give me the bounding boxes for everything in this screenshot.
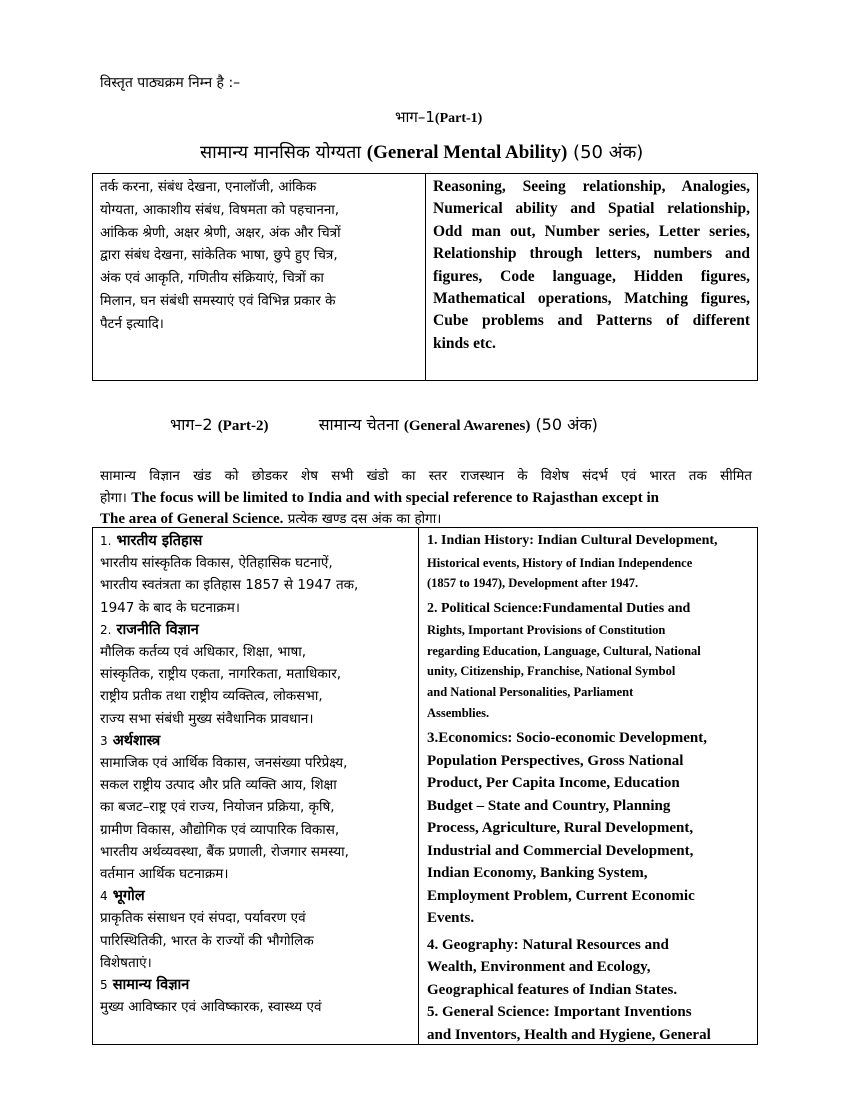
- section-heading-political-science: [100, 619, 410, 641]
- part1-english-line: Mathematical operations, Matching figures,: [433, 290, 750, 308]
- english-line: Rights, Important Provisions of Constitution: [427, 623, 666, 638]
- hindi-line: भारतीय अर्थव्यवस्था, बैंक प्रणाली, रोजगार समस्या,: [100, 843, 349, 860]
- part1-hindi-line: द्वारा संबंध देखना, सांकेतिक भाषा, छुपे हुए चित्र,: [100, 247, 338, 264]
- section-title: भूगोल: [112, 888, 145, 905]
- section-heading-general-science: [100, 974, 410, 996]
- part2-english-cell: [427, 530, 752, 1046]
- part1-heading: [395, 107, 482, 127]
- part1-hindi-line: मिलान, घन संबंधी समस्याएं एवं विभिन्न प्रकार के: [100, 292, 336, 309]
- english-line: Geographical features of Indian States.: [427, 981, 678, 998]
- english-line: 2. Political Science:Fundamental Duties and: [427, 600, 691, 616]
- part1-hindi-line: आंकिक श्रेणी, अक्षर श्रेणी, अक्षर, अंक और चित्रों: [100, 224, 341, 241]
- hindi-line: पारिस्थितिकी, भारत के राज्यों की भौगोलिक: [100, 932, 314, 949]
- part2-heading: [170, 413, 598, 435]
- section-number: 2.: [100, 622, 112, 637]
- scope-en-text: The focus will be limited to India and with special reference to Rajasthan except in: [131, 489, 659, 506]
- hindi-line: ग्रामीण विकास, औद्योगिक एवं व्यापारिक विकास,: [100, 821, 340, 838]
- part2-hindi-cell: [100, 530, 410, 1018]
- section-number: 4: [100, 889, 108, 904]
- part2-title-hi: सामान्य चेतना: [318, 415, 399, 434]
- scope-line: [100, 488, 752, 510]
- part1-english-line: Numerical ability and Spatial relationship,: [433, 200, 750, 218]
- part1-title: [200, 140, 643, 164]
- hindi-line: प्राकृतिक संसाधन एवं संपदा, पर्यावरण एवं: [100, 910, 306, 927]
- hindi-line: राज्य सभा संबंधी मुख्य संवैधानिक प्रावधान।: [100, 710, 314, 727]
- scope-en-text: The area of General Science.: [100, 511, 284, 527]
- english-line: Historical events, History of Indian Independence: [427, 555, 693, 570]
- hindi-line: का बजट–राष्ट्र एवं राज्य, नियोजन प्रक्रिया, कृषि,: [100, 799, 335, 816]
- scope-hi-text: होगा।: [100, 489, 127, 506]
- section-number: 5: [100, 978, 108, 993]
- part1-title-en: (General Mental Ability): [366, 142, 568, 163]
- hindi-line: सकल राष्ट्रीय उत्पाद और प्रति व्यक्ति आय, शिक्षा: [100, 777, 337, 794]
- english-line: 5. General Science: Important Inventions: [427, 1004, 692, 1021]
- part1-table-divider: [425, 173, 426, 381]
- english-line: Events.: [427, 910, 475, 927]
- part2-marks: (50 अंक): [535, 415, 598, 434]
- part1-english-line: Reasoning, Seeing relationship, Analogies,: [433, 178, 750, 195]
- section-title: भारतीय इतिहास: [116, 533, 203, 549]
- part1-english-line: Cube problems and Patterns of different: [433, 312, 750, 330]
- section-heading-geography: [100, 885, 410, 907]
- section-heading-economics: [100, 730, 410, 752]
- hindi-line: सामाजिक एवं आर्थिक विकास, जनसंख्या परिप्रेक्ष्य,: [100, 755, 348, 772]
- english-line: regarding Education, Language, Cultural, National: [427, 643, 701, 658]
- english-line: Wealth, Environment and Ecology,: [427, 959, 651, 976]
- part2-heading-en: (Part-2): [217, 418, 269, 434]
- hindi-line: 1947 के बाद के घटनाक्रम।: [100, 599, 240, 616]
- english-line: (1857 to 1947), Development after 1947.: [427, 576, 639, 591]
- part1-english-cell: [433, 176, 750, 355]
- english-line: Assemblies.: [427, 705, 490, 720]
- section-number: 1.: [100, 534, 112, 548]
- english-line: Population Perspectives, Gross National: [427, 752, 684, 769]
- part1-hindi-line: योग्यता, आकाशीय संबंध, विषमता को पहचानना,: [100, 201, 340, 218]
- part1-hindi-cell: [100, 176, 415, 336]
- part1-heading-hi: भाग–1: [395, 108, 435, 126]
- part1-english-line: kinds etc.: [433, 334, 496, 352]
- part1-heading-en: (Part-1): [434, 111, 483, 126]
- part1-hindi-line: अंक एवं आकृति, गणितीय संक्रियाएं, चित्रों का: [100, 270, 324, 287]
- english-line: Industrial and Commercial Development,: [427, 842, 694, 859]
- part1-hindi-line: तर्क करना, संबंध देखना, एनालॉजी, आंकिक: [100, 179, 317, 195]
- part1-english-line: figures, Code language, Hidden figures,: [433, 267, 750, 285]
- part1-marks: (50 अंक): [573, 142, 644, 163]
- scope-hi-text: प्रत्येक खण्ड दस अंक का होगा।: [287, 511, 442, 527]
- english-line: 4. Geography: Natural Resources and: [427, 936, 669, 953]
- part1-english-line: Relationship through letters, numbers and: [433, 245, 750, 263]
- scope-line: सामान्य विज्ञान खंड को छोडकर शेष सभी खंडो का स्तर राजस्थान के विशेष संदर्भ एवं भारत तक सीमित: [100, 468, 752, 484]
- english-line: 1. Indian History: Indian Cultural Development,: [427, 533, 718, 548]
- english-line: Employment Problem, Current Economic: [427, 887, 695, 904]
- part1-english-line: Odd man out, Number series, Letter series,: [433, 222, 750, 240]
- hindi-line: राष्ट्रीय प्रतीक तथा राष्ट्रीय व्यक्तित्व, लोकसभा,: [100, 688, 323, 705]
- english-line: Budget – State and Country, Planning: [427, 797, 671, 814]
- english-line: and National Personalities, Parliament: [427, 684, 634, 699]
- hindi-line: सांस्कृतिक, राष्ट्रीय एकता, नागरिकता, मताधिकार,: [100, 666, 342, 683]
- section-title: अर्थशास्त्र: [112, 732, 161, 749]
- section-title: राजनीति विज्ञान: [116, 621, 199, 638]
- english-line: and Inventors, Health and Hygiene, General: [427, 1026, 711, 1043]
- english-line: Indian Economy, Banking System,: [427, 865, 648, 882]
- hindi-line: मौलिक कर्तव्य एवं अधिकार, शिक्षा, भाषा,: [100, 644, 307, 661]
- english-line: 3.Economics: Socio-economic Development,: [427, 730, 707, 747]
- section-heading-history: [100, 530, 410, 552]
- hindi-line: विशेषताएं।: [100, 954, 152, 971]
- english-line: unity, Citizenship, Franchise, National Symbol: [427, 664, 676, 679]
- english-line: Product, Per Capita Income, Education: [427, 775, 680, 792]
- section-title: सामान्य विज्ञान: [112, 977, 190, 994]
- part2-heading-hi: भाग–2: [170, 415, 213, 434]
- hindi-line: मुख्य आविष्कार एवं आविष्कारक, स्वास्थ्य एवं: [100, 999, 322, 1016]
- hindi-line: भारतीय सांस्कृतिक विकास, ऐतिहासिक घटनाऐं,: [100, 555, 333, 572]
- intro-text: विस्तृत पाठ्यक्रम निम्न है :–: [100, 75, 241, 91]
- part2-scope-paragraph: [100, 466, 752, 531]
- part1-hindi-line: पैटर्न इत्यादि।: [100, 315, 164, 332]
- part1-title-hi: सामान्य मानसिक योग्यता: [200, 142, 362, 163]
- hindi-line: भारतीय स्वतंत्रता का इतिहास 1857 से 1947 तक,: [100, 577, 359, 594]
- section-number: 3: [100, 733, 108, 748]
- part2-table-divider: [418, 527, 419, 1045]
- english-line: Process, Agriculture, Rural Development,: [427, 820, 694, 837]
- part2-title-en: (General Awarenes): [403, 418, 531, 434]
- hindi-line: वर्तमान आर्थिक घटनाक्रम।: [100, 866, 229, 883]
